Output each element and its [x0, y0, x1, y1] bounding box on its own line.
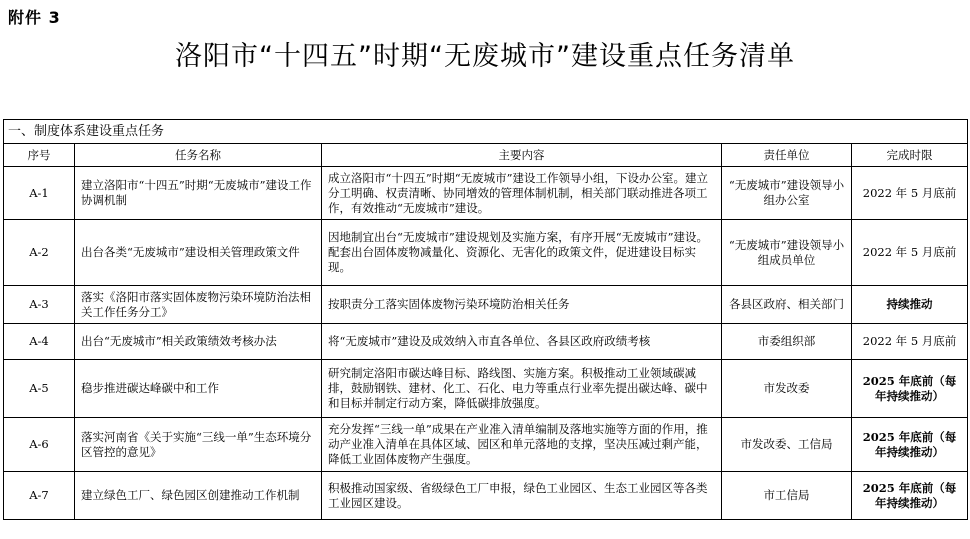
row-content: 因地制宜出台“无废城市”建设规划及实施方案，有序开展“无废城市”建设。配套出台固体废物减量化、资源化、无害化的政策文件，促进建设目标实现。 [322, 220, 722, 286]
row-deadline: 2022 年 5 月底前 [852, 167, 968, 220]
header-unit: 责任单位 [722, 144, 852, 167]
row-content: 按职责分工落实固体废物污染环境防治相关任务 [322, 286, 722, 324]
table-row [4, 360, 968, 418]
row-task-name: 出台各类“无废城市”建设相关管理政策文件 [75, 220, 322, 286]
row-task-name: 落实河南省《关于实施“三线一单”生态环境分区管控的意见》 [75, 418, 322, 472]
row-deadline: 2022 年 5 月底前 [852, 324, 968, 360]
row-content: 积极推动国家级、省级绿色工厂申报，绿色工业园区、生态工业园区等各类工业园区建设。 [322, 472, 722, 520]
row-task-name: 建立洛阳市“十四五”时期“无废城市”建设工作协调机制 [75, 167, 322, 220]
row-unit: 市委组织部 [722, 324, 852, 360]
table-row [4, 324, 968, 360]
row-id: A-6 [4, 418, 75, 472]
section-heading: 一、制度体系建设重点任务 [4, 120, 968, 144]
row-task-name: 稳步推进碳达峰碳中和工作 [75, 360, 322, 418]
header-deadline: 完成时限 [852, 144, 968, 167]
header-id: 序号 [4, 144, 75, 167]
row-task-name: 落实《洛阳市落实固体废物污染环境防治法相关工作任务分工》 [75, 286, 322, 324]
row-id: A-7 [4, 472, 75, 520]
table-row [4, 167, 968, 220]
row-unit: “无废城市”建设领导小组成员单位 [722, 220, 852, 286]
row-deadline: 2025 年底前（每年持续推动） [852, 472, 968, 520]
row-deadline: 2025 年底前（每年持续推动） [852, 360, 968, 418]
table-row [4, 220, 968, 286]
row-task-name: 建立绿色工厂、绿色园区创建推动工作机制 [75, 472, 322, 520]
section-row [4, 120, 968, 144]
row-unit: 市发改委、工信局 [722, 418, 852, 472]
header-content: 主要内容 [322, 144, 722, 167]
row-unit: “无废城市”建设领导小组办公室 [722, 167, 852, 220]
attachment-label: 附件 3 [8, 8, 61, 27]
row-content: 充分发挥“三线一单”成果在产业准入清单编制及落地实施等方面的作用，推动产业准入清单在具体区域、园区和单元落地的支撑，坚决压减过剩产能，降低工业固体废物产生强度。 [322, 418, 722, 472]
row-unit: 市工信局 [722, 472, 852, 520]
row-unit: 各县区政府、相关部门 [722, 286, 852, 324]
row-content: 成立洛阳市“十四五”时期“无废城市”建设工作领导小组，下设办公室。建立分工明确、权责清晰、协同增效的管理体制机制，相关部门联动推进各项工作，有效推动“无废城市”建设。 [322, 167, 722, 220]
row-deadline: 2022 年 5 月底前 [852, 220, 968, 286]
row-deadline: 2025 年底前（每年持续推动） [852, 418, 968, 472]
table-row [4, 418, 968, 472]
table-row [4, 286, 968, 324]
row-deadline: 持续推动 [852, 286, 968, 324]
row-id: A-5 [4, 360, 75, 418]
row-content: 将“无废城市”建设及成效纳入市直各单位、各县区政府政绩考核 [322, 324, 722, 360]
row-task-name: 出台“无废城市”相关政策绩效考核办法 [75, 324, 322, 360]
row-unit: 市发改委 [722, 360, 852, 418]
row-id: A-3 [4, 286, 75, 324]
document-title: 洛阳市“十四五”时期“无废城市”建设重点任务清单 [175, 41, 795, 72]
header-name: 任务名称 [75, 144, 322, 167]
task-table [3, 119, 968, 520]
table-header-row [4, 144, 968, 167]
table-row [4, 472, 968, 520]
row-id: A-2 [4, 220, 75, 286]
row-id: A-4 [4, 324, 75, 360]
row-id: A-1 [4, 167, 75, 220]
row-content: 研究制定洛阳市碳达峰目标、路线图、实施方案。积极推动工业领域碳减排，鼓励钢铁、建材、化工、石化、电力等重点行业率先提出碳达峰、碳中和目标并制定行动方案，降低碳排放强度。 [322, 360, 722, 418]
